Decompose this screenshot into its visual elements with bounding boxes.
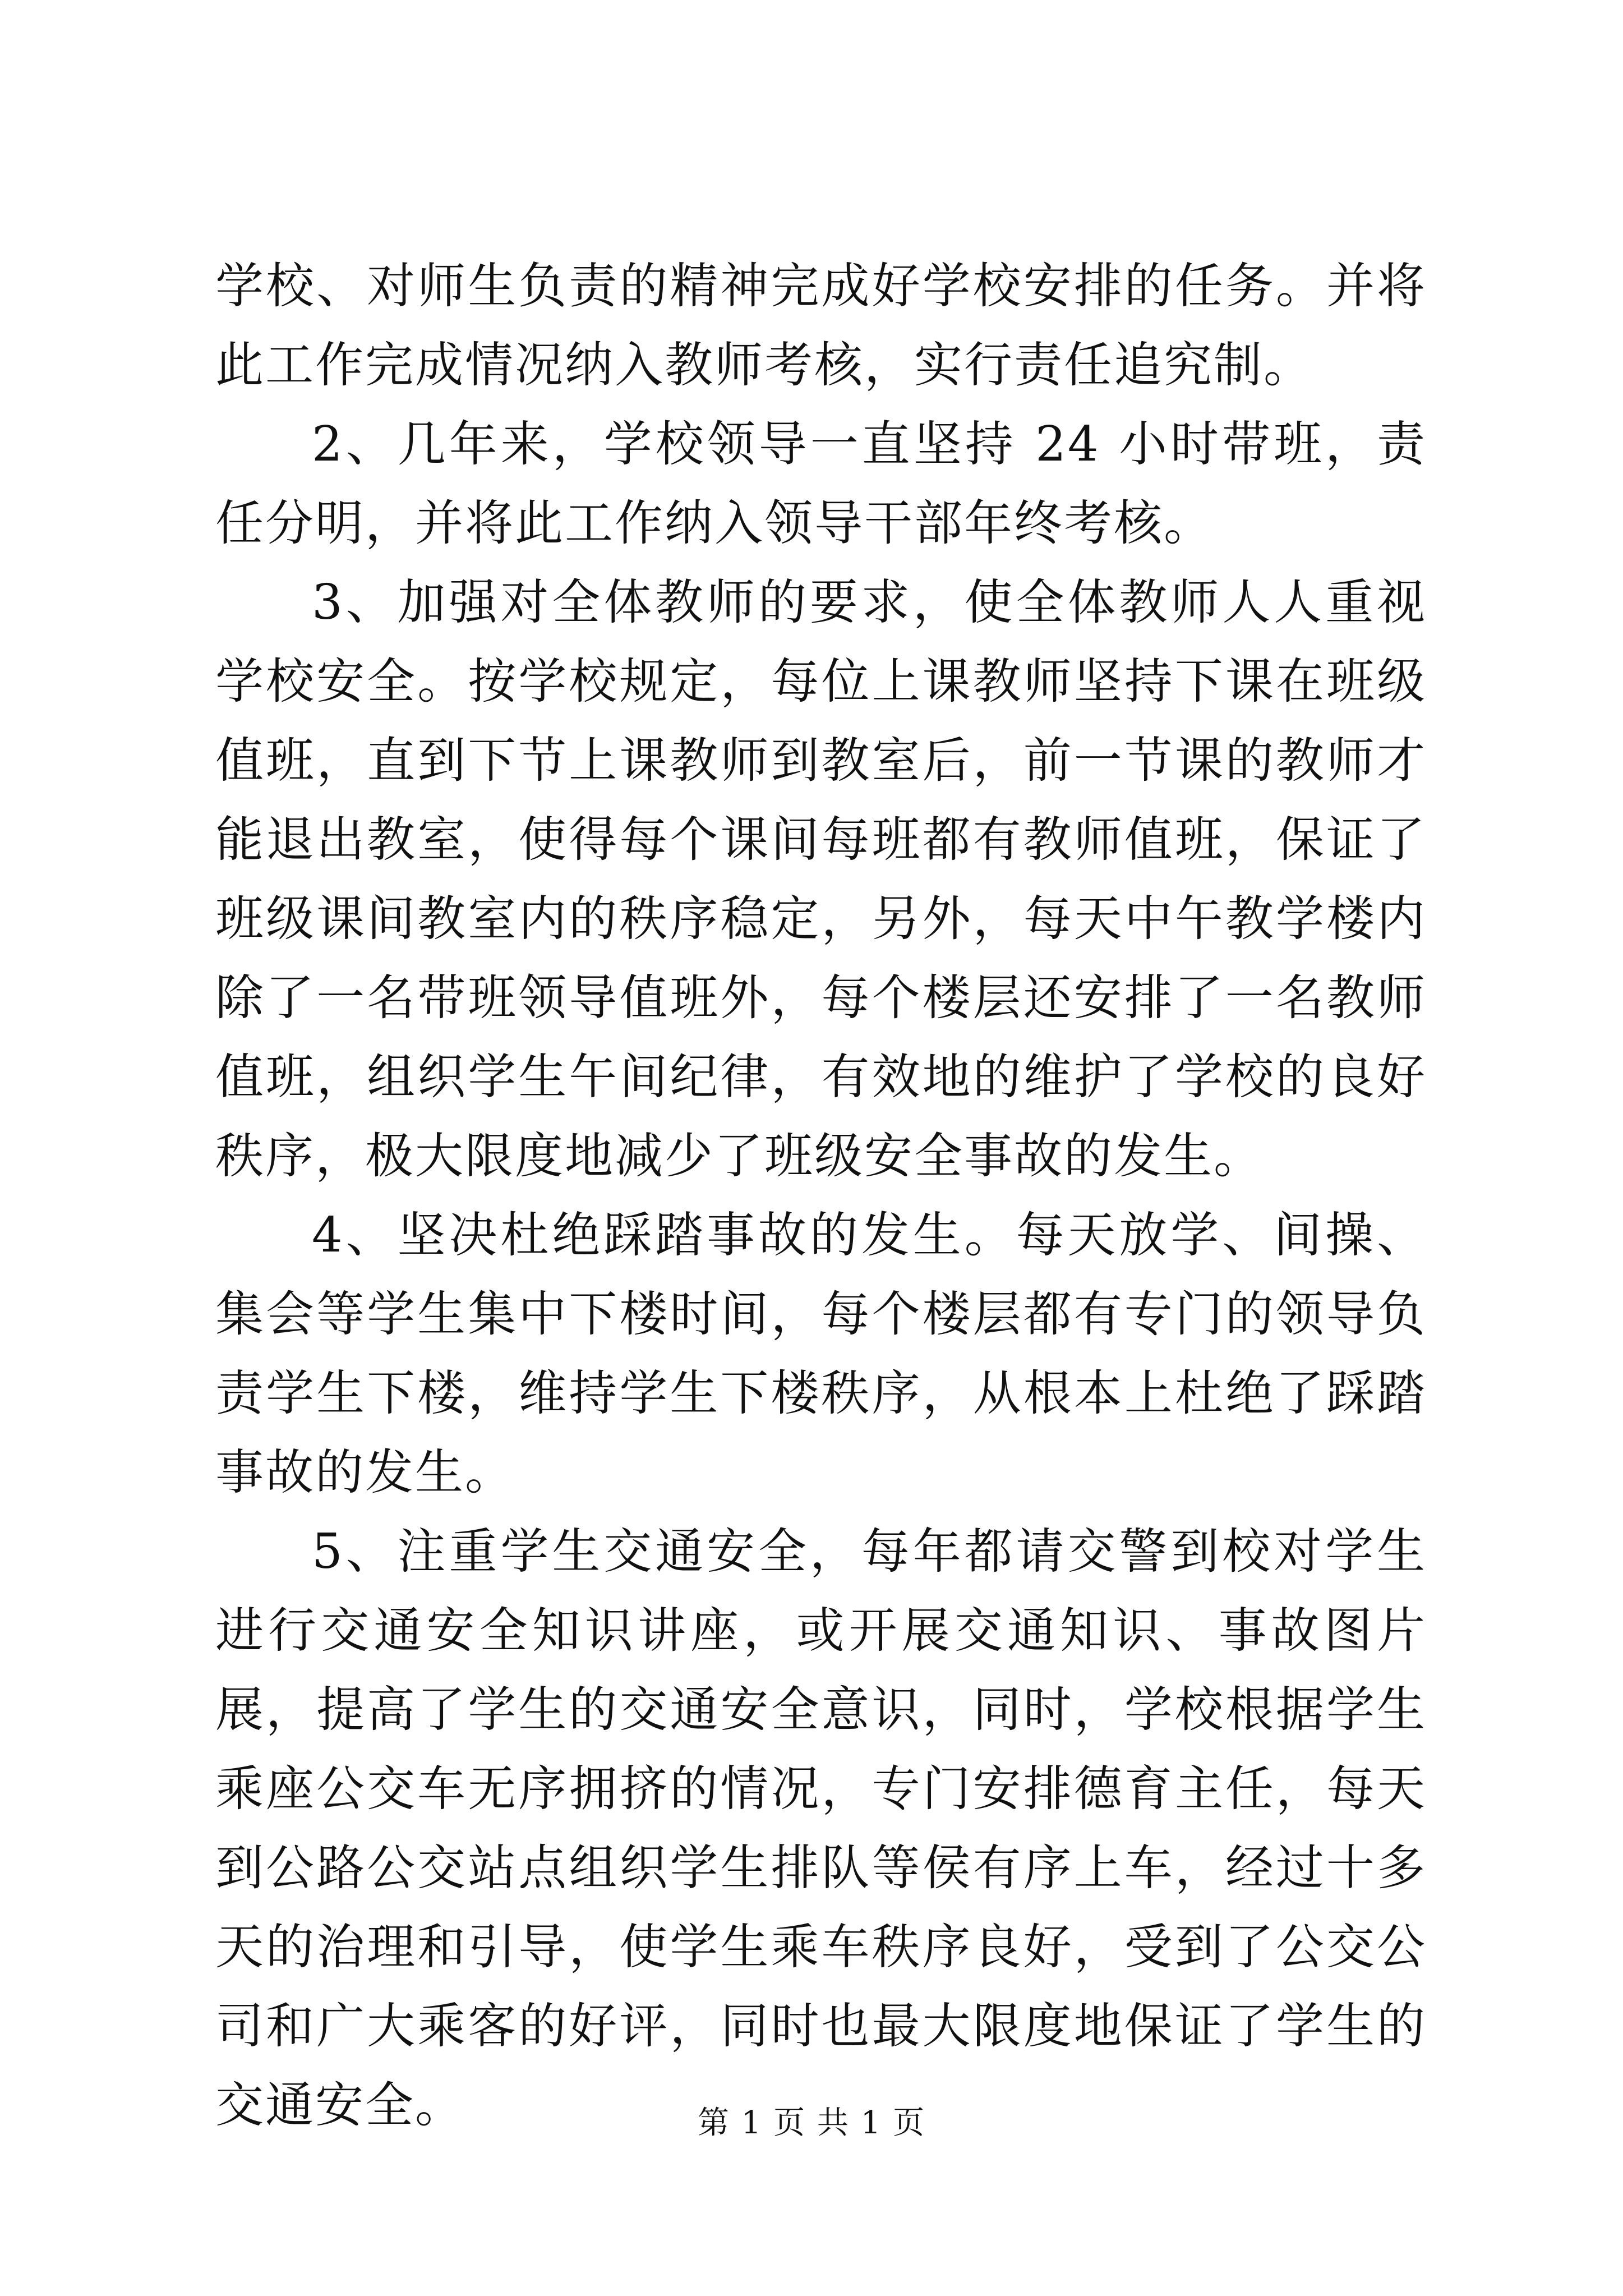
page-number-footer: 第 1 页 共 1 页 [697, 2105, 926, 2141]
paragraph-continuation: 学校、对师生负责的精神完成好学校安排的任务。并将此工作完成情况纳入教师考核，实行责任追究制。 [215, 258, 1427, 393]
paragraph-item-5: 5、注重学生交通安全，每年都请交警到校对学生进行交通安全知识讲座，或开展交通知识、事故图片展，提高了学生的交通安全意识，同时，学校根据学生乘座公交车无序拥挤的情况，专门安排德育主任，每天到公路公交站点组织学生排队等侯有序上车，经过十多天的治理和引导，使学生乘车秩序良好，受到了公交公司和广大乘客的好评，同时也最大限度地保证了学生的交通安全。 [215, 1524, 1427, 2133]
paragraph-item-4: 4、坚决杜绝踩踏事故的发生。每天放学、间操、集会等学生集中下楼时间，每个楼层都有专门的领导负责学生下楼，维持学生下楼秩序，从根本上杜绝了踩踏事故的发生。 [215, 1207, 1427, 1501]
document-body [215, 247, 1427, 2145]
paragraph-item-2: 2、几年来，学校领导一直坚持 24 小时带班，责任分明，并将此工作纳入领导干部年终考核。 [215, 416, 1427, 551]
paragraph-item-3: 3、加强对全体教师的要求，使全体教师人人重视学校安全。按学校规定，每位上课教师坚持下课在班级值班，直到下节上课教师到教室后，前一节课的教师才能退出教室，使得每个课间每班都有教师值班，保证了班级课间教室内的秩序稳定，另外，每天中午教学楼内除了一名带班领导值班外，每个楼层还安排了一名教师值班，组织学生午间纪律，有效地的维护了学校的良好秩序，极大限度地减少了班级安全事故的发生。 [215, 574, 1427, 1184]
